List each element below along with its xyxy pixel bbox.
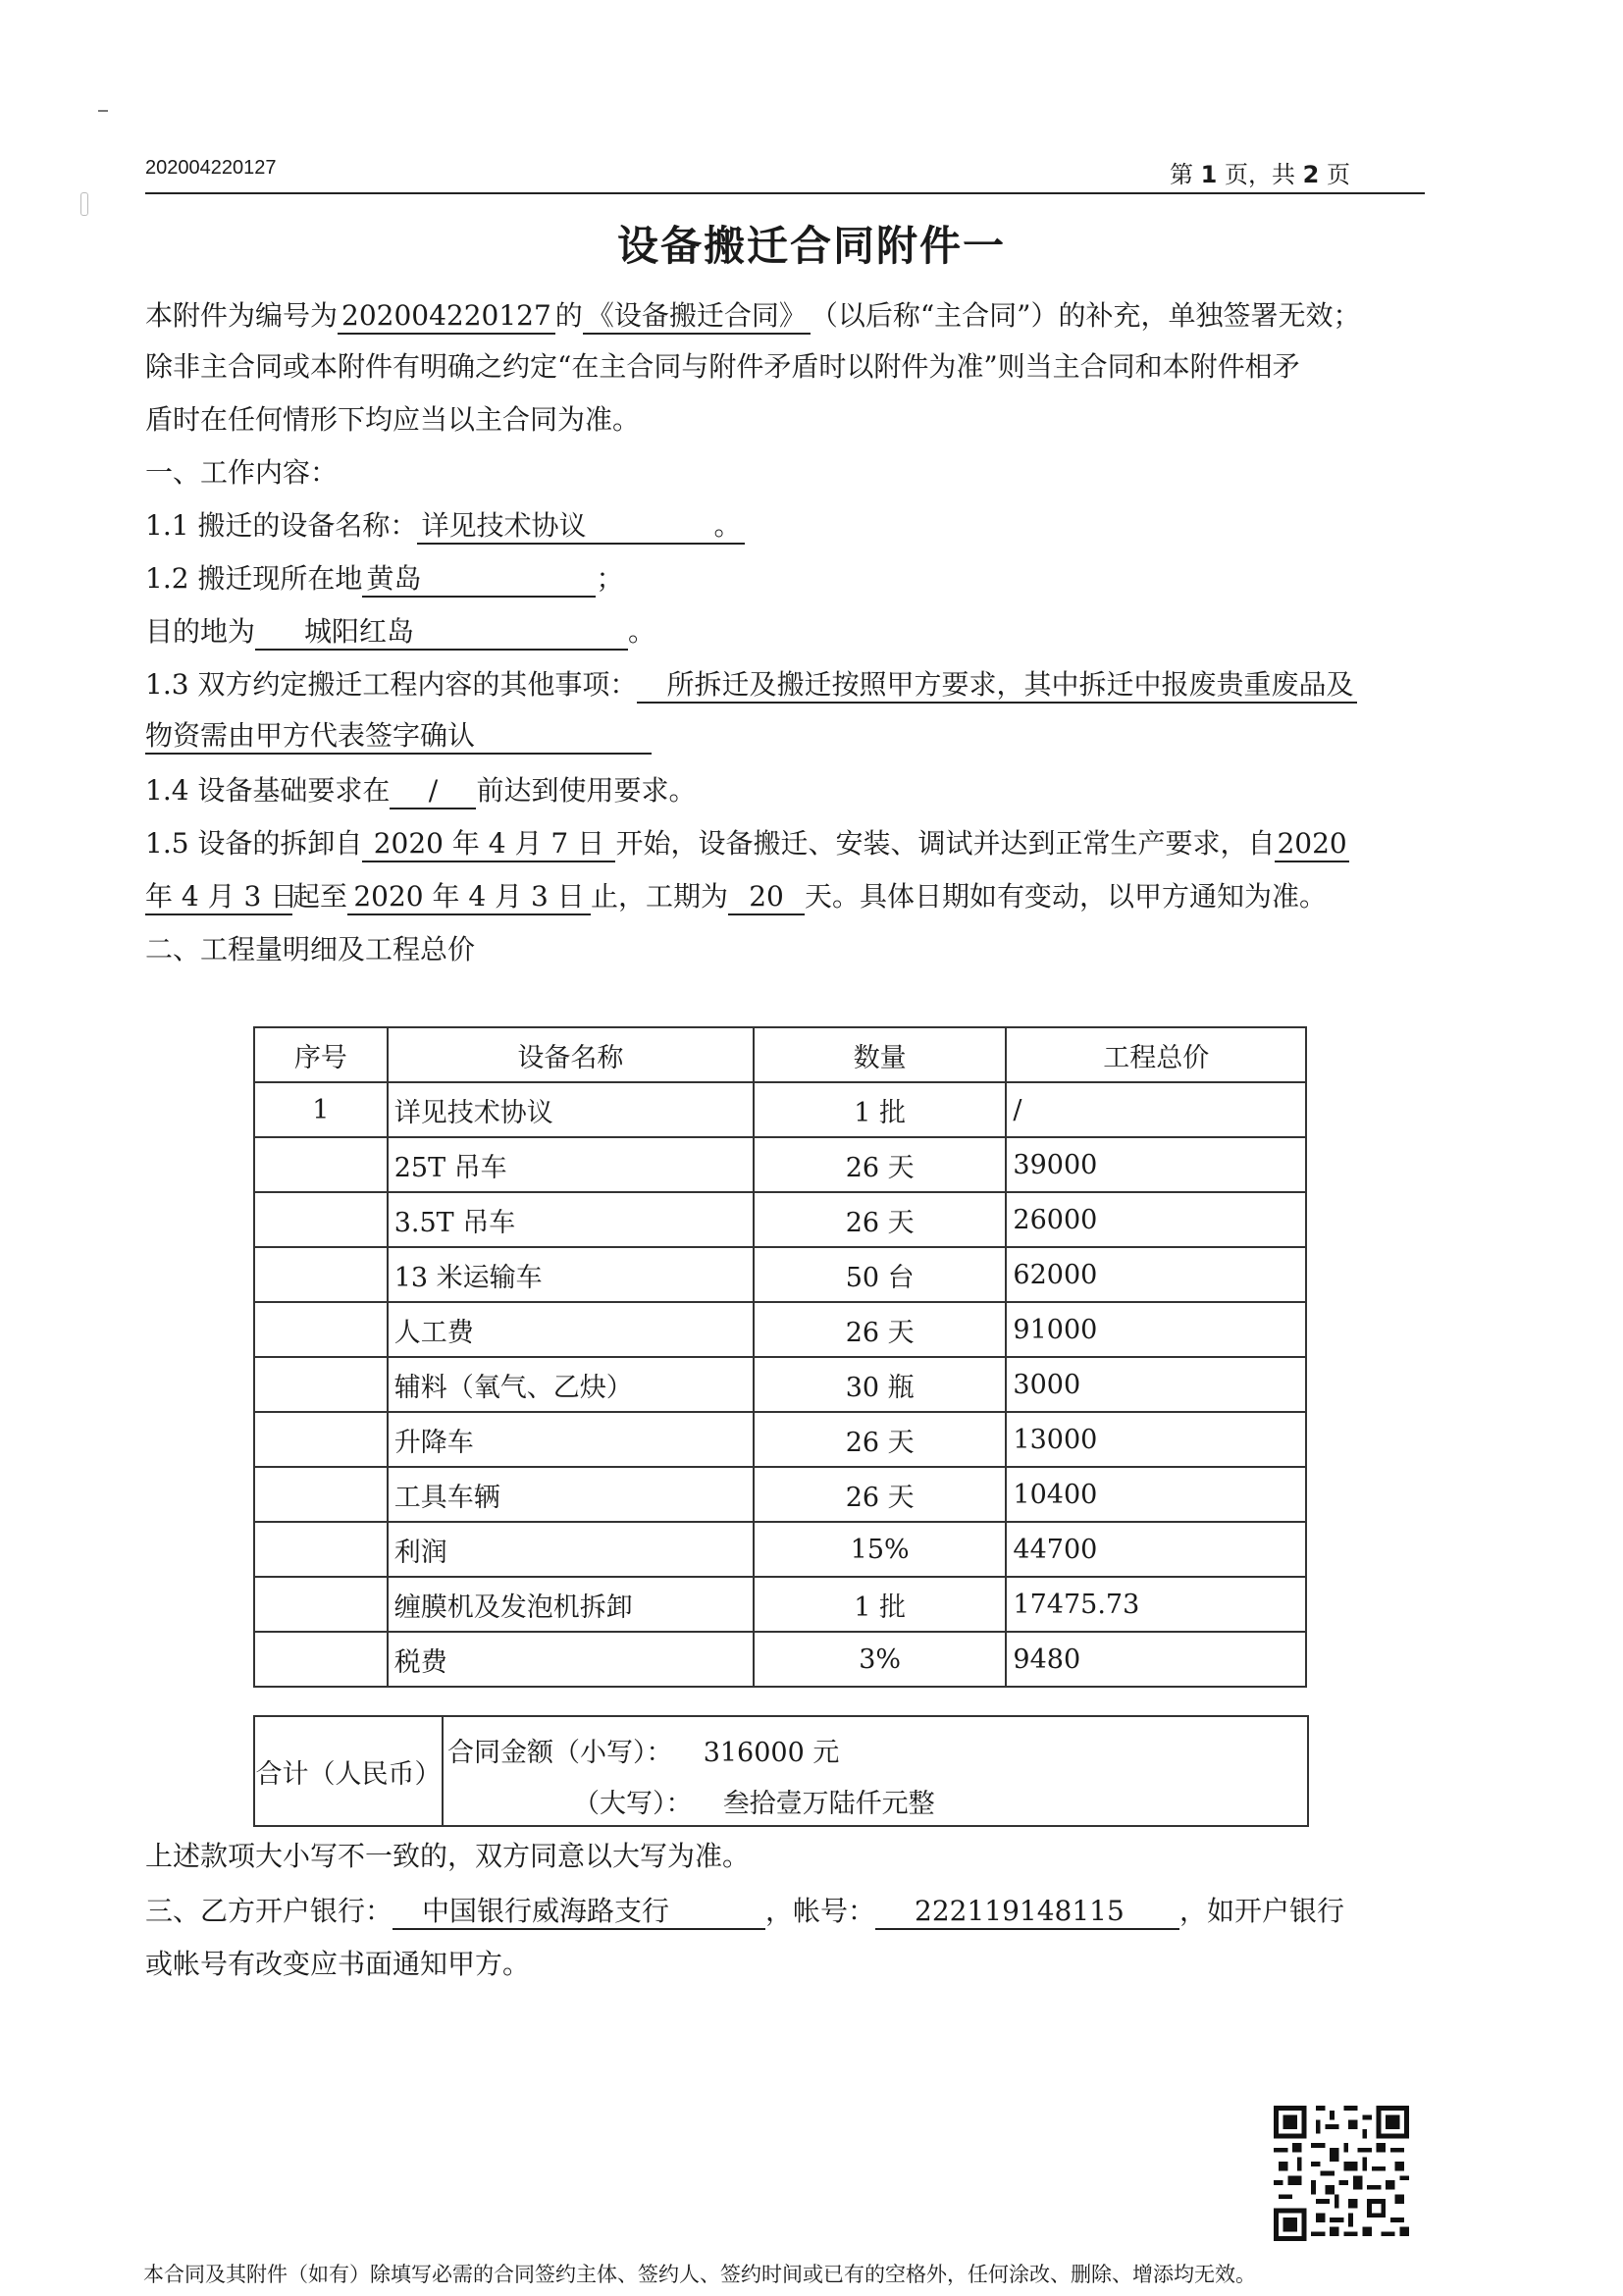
cell-price: 62000	[1006, 1247, 1306, 1302]
account-label: ，帐号：	[765, 1895, 876, 1927]
table-row	[254, 1632, 1306, 1687]
cell-no: 1	[254, 1082, 388, 1137]
cell-name: 13 米运输车	[388, 1247, 754, 1302]
cell-no	[254, 1247, 388, 1302]
header-qty: 数量	[754, 1027, 1007, 1082]
table-row	[254, 1247, 1306, 1302]
cell-no	[254, 1577, 388, 1632]
item-1-3-continued	[145, 716, 652, 756]
duration-days-field: 20	[728, 880, 805, 915]
cell-name: 人工费	[388, 1302, 754, 1357]
header-price: 工程总价	[1006, 1027, 1306, 1082]
item-text: 止，工期为	[591, 880, 729, 913]
current-location-field: 黄岛	[362, 562, 596, 598]
equipment-name-field	[417, 509, 745, 545]
item-1-5	[145, 824, 1349, 863]
cell-no	[254, 1302, 388, 1357]
destination-line	[145, 612, 655, 652]
cell-name: 25T 吊车	[388, 1137, 754, 1192]
item-label: 1.1 搬迁的设备名称：	[145, 509, 418, 542]
scan-mark	[80, 192, 88, 216]
bank-name-field: 中国银行威海路支行	[393, 1895, 765, 1930]
page-indicator	[1170, 155, 1350, 189]
cell-qty: 26 天	[754, 1192, 1007, 1247]
cell-qty: 1 批	[754, 1577, 1007, 1632]
cell-name: 3.5T 吊车	[388, 1192, 754, 1247]
page-current: 1	[1200, 161, 1218, 188]
cell-qty: 1 批	[754, 1082, 1007, 1137]
footer-disclaimer: 本合同及其附件（如有）除填写必需的合同签约主体、签约人、签约时间或已有的空格外，任何涂改、删除、增添均无效。	[143, 2263, 1256, 2286]
item-1-5-continued	[145, 877, 1327, 916]
page-total: 2	[1302, 161, 1320, 188]
table-row	[254, 1467, 1306, 1522]
cell-price: 17475.73	[1006, 1577, 1306, 1632]
item-text: 天。具体日期如有变动，以甲方通知为准。	[805, 880, 1328, 913]
table-row	[254, 1412, 1306, 1467]
section-1-heading: 一、工作内容：	[145, 456, 339, 489]
intro-text: 的	[554, 299, 583, 332]
cell-no	[254, 1467, 388, 1522]
document-title: 设备搬迁合同附件一	[616, 222, 1006, 270]
foundation-deadline-field: /	[390, 774, 476, 809]
item-text: 前达到使用要求。	[476, 774, 697, 807]
amount-words-label: （大写）：	[573, 1789, 693, 1819]
section-3-line-2: 或帐号有改变应书面通知甲方。	[145, 1948, 531, 1980]
cell-name: 利润	[388, 1522, 754, 1577]
table-row	[254, 1082, 1306, 1137]
section-2-heading: 二、工程量明细及工程总价	[145, 933, 476, 965]
period-to-date-field: 2020 年 4 月 3 日	[347, 880, 591, 915]
cell-name: 缠膜机及发泡机拆卸	[388, 1577, 754, 1632]
cell-price: 26000	[1006, 1192, 1306, 1247]
item-end: 。	[628, 615, 656, 648]
other-matters-field-2: 物资需由甲方代表签字确认	[145, 719, 652, 755]
total-amount-box	[253, 1715, 1309, 1827]
page-middle: 页，共	[1224, 161, 1295, 188]
cell-no	[254, 1522, 388, 1577]
table-row	[254, 1577, 1306, 1632]
cell-qty: 26 天	[754, 1412, 1007, 1467]
item-label: 1.5 设备的拆卸自	[145, 827, 363, 860]
scan-mark	[98, 110, 108, 112]
account-number-field: 222119148115	[875, 1895, 1179, 1930]
other-matters-field: 所拆迁及搬迁按照甲方要求，其中拆迁中报废贵重废品及	[637, 668, 1357, 704]
intro-line-3: 盾时在任何情形下均应当以主合同为准。	[145, 403, 641, 436]
cell-price: 9480	[1006, 1632, 1306, 1687]
item-label: 1.3 双方约定搬迁工程内容的其他事项：	[145, 668, 638, 701]
intro-text: （以后称“主合同”）的补充，单独签署无效；	[810, 299, 1361, 332]
total-label: 合计（人民币）	[255, 1717, 444, 1825]
cell-price: /	[1006, 1082, 1306, 1137]
cell-price: 91000	[1006, 1302, 1306, 1357]
table-row	[254, 1137, 1306, 1192]
item-label: 目的地为	[145, 615, 256, 648]
bank-label: 三、乙方开户银行：	[145, 1895, 393, 1927]
header-name: 设备名称	[388, 1027, 754, 1082]
section-3-bank	[145, 1892, 1344, 1931]
item-end: ；	[596, 562, 624, 595]
contract-name-field: 《设备搬迁合同》	[583, 299, 811, 335]
field-value: 详见技术协议	[421, 509, 587, 542]
total-amount-words	[573, 1782, 935, 1820]
table-header-row	[254, 1027, 1306, 1082]
item-1-1	[145, 506, 745, 546]
bank-tail-text: ，如开户银行	[1179, 1895, 1345, 1927]
cell-no	[254, 1192, 388, 1247]
field-end: 。	[713, 509, 742, 542]
page-prefix: 第	[1170, 161, 1193, 188]
cell-no	[254, 1632, 388, 1687]
work-items-table	[253, 1026, 1307, 1688]
cell-qty: 26 天	[754, 1137, 1007, 1192]
contract-number-field: 202004220127	[338, 299, 555, 335]
amount-figures-value: 316000 元	[703, 1738, 840, 1768]
header-rule	[145, 192, 1425, 194]
amount-note: 上述款项大小写不一致的，双方同意以大写为准。	[145, 1840, 751, 1872]
cell-no	[254, 1357, 388, 1412]
table-row	[254, 1192, 1306, 1247]
cell-price: 13000	[1006, 1412, 1306, 1467]
cell-qty: 30 瓶	[754, 1357, 1007, 1412]
cell-qty: 26 天	[754, 1302, 1007, 1357]
total-amount-figures	[447, 1731, 839, 1769]
item-1-3	[145, 665, 1357, 704]
item-text: 开始，设备搬迁、安装、调试并达到正常生产要求，自	[615, 827, 1276, 860]
item-label: 1.2 搬迁现所在地	[145, 562, 363, 595]
amount-words-value: 叁拾壹万陆仟元整	[722, 1789, 935, 1819]
cell-name: 详见技术协议	[388, 1082, 754, 1137]
item-1-4	[145, 771, 696, 810]
cell-qty: 50 台	[754, 1247, 1007, 1302]
cell-price: 3000	[1006, 1357, 1306, 1412]
intro-line-2: 除非主合同或本附件有明确之约定“在主合同与附件矛盾时以附件为准”则当主合同和本附件相矛	[145, 350, 1300, 383]
cell-price: 10400	[1006, 1467, 1306, 1522]
dismantle-start-date-field: 2020 年 4 月 7 日	[362, 827, 615, 862]
cell-qty: 15%	[754, 1522, 1007, 1577]
header-document-number: 202004220127	[145, 157, 277, 179]
cell-name: 税费	[388, 1632, 754, 1687]
period-from-year-field: 2020	[1275, 827, 1348, 862]
intro-line-1	[145, 296, 1360, 336]
table-row	[254, 1302, 1306, 1357]
cell-price: 44700	[1006, 1522, 1306, 1577]
cell-no	[254, 1137, 388, 1192]
item-label: 1.4 设备基础要求在	[145, 774, 391, 807]
cell-no	[254, 1412, 388, 1467]
header-no: 序号	[254, 1027, 388, 1082]
amount-figures-label: 合同金额（小写）：	[447, 1738, 673, 1768]
cell-qty: 3%	[754, 1632, 1007, 1687]
intro-text: 本附件为编号为	[145, 299, 339, 332]
page-suffix: 页	[1326, 161, 1350, 188]
table-row	[254, 1522, 1306, 1577]
period-from-date-field: 年 4 月 3 日	[145, 880, 292, 915]
cell-qty: 26 天	[754, 1467, 1007, 1522]
qr-code-icon	[1274, 2106, 1409, 2241]
table-row	[254, 1357, 1306, 1412]
cell-name: 升降车	[388, 1412, 754, 1467]
cell-price: 39000	[1006, 1137, 1306, 1192]
destination-field: 城阳红岛	[255, 615, 628, 651]
item-text: 起至	[292, 880, 348, 913]
cell-name: 工具车辆	[388, 1467, 754, 1522]
item-1-2	[145, 559, 623, 599]
cell-name: 辅料（氧气、乙炔）	[388, 1357, 754, 1412]
